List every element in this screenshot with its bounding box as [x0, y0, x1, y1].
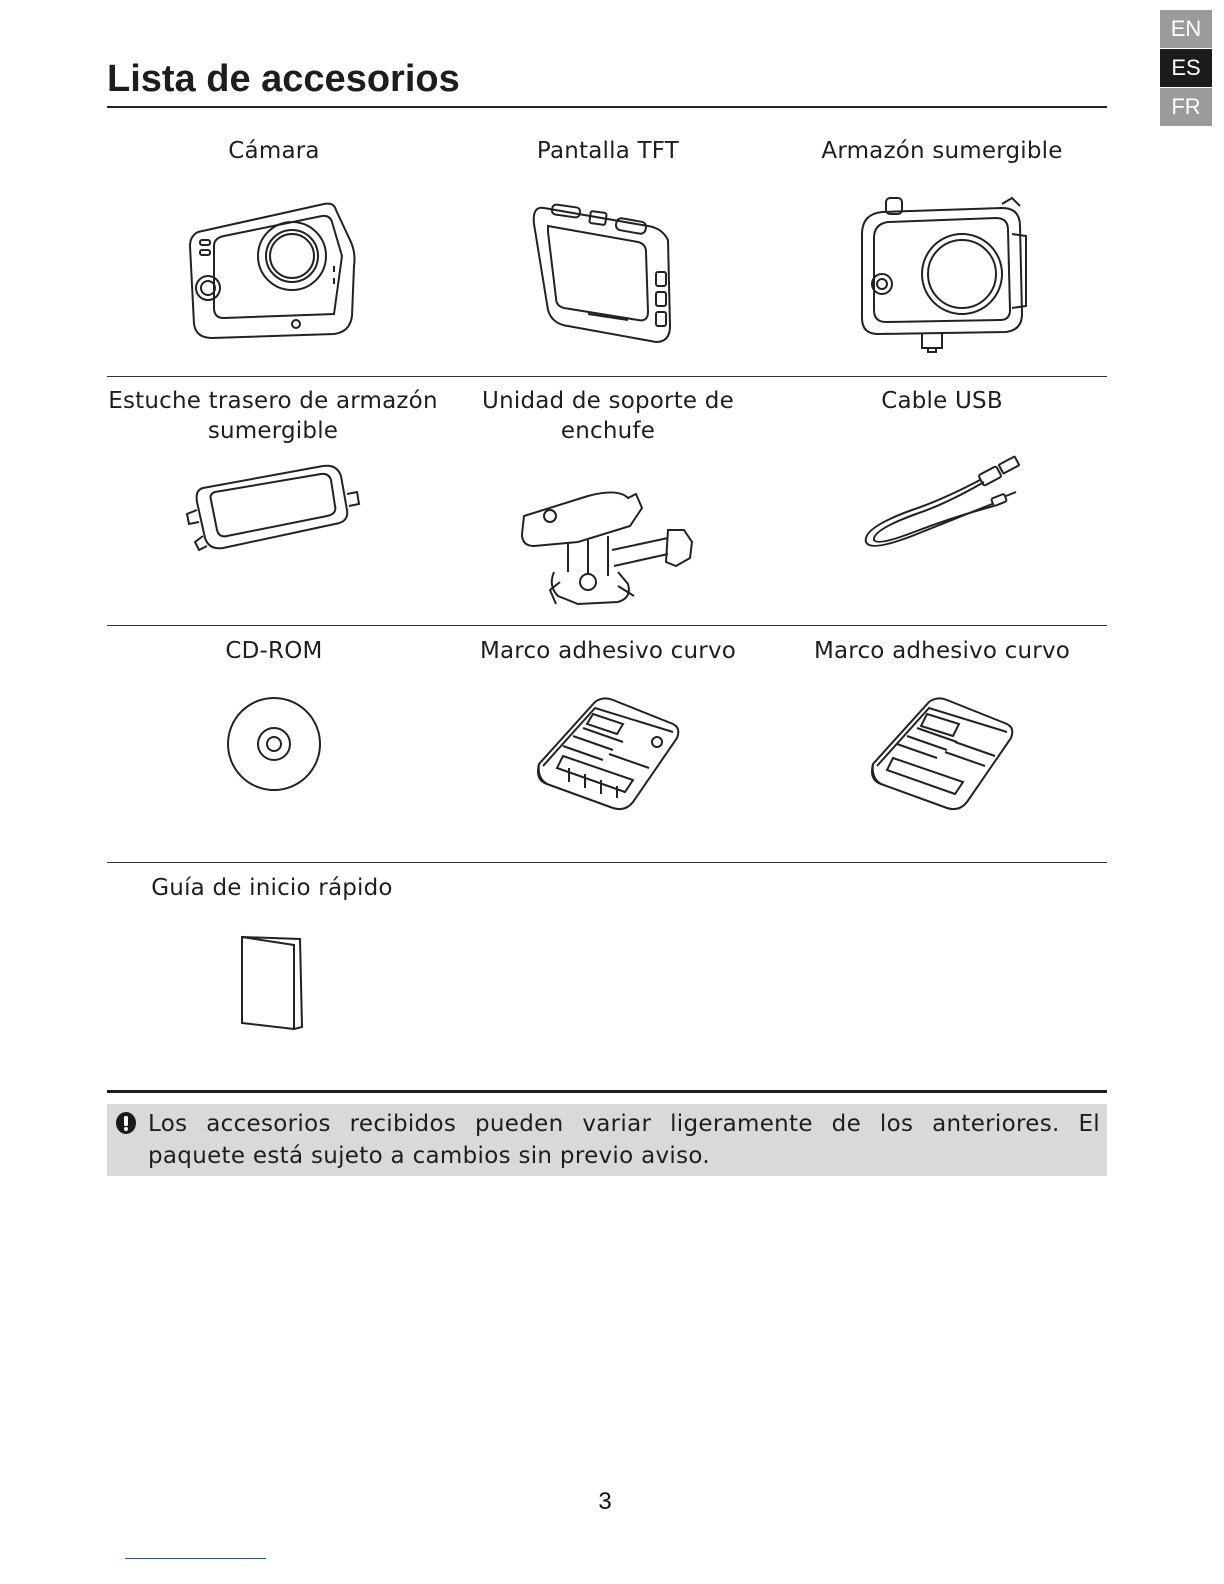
accessory-label: Cámara [228, 138, 320, 164]
curved-adhesive-mount-icon [533, 694, 683, 814]
accessory-usb-cable [775, 386, 1109, 550]
curved-adhesive-mount-icon [867, 694, 1017, 814]
accessory-housing-back-case [105, 386, 441, 552]
row-divider [107, 862, 1107, 863]
lang-tab-es[interactable]: ES [1160, 49, 1212, 87]
accessory-plug-mount [441, 386, 775, 616]
housing-back-case-icon [183, 452, 363, 552]
accessory-tft-screen [441, 136, 775, 348]
note-divider [107, 1090, 1107, 1093]
lang-tab-en[interactable]: EN [1160, 10, 1212, 48]
usb-cable-icon [852, 450, 1032, 550]
row-divider [107, 376, 1107, 377]
accessory-label: Cable USB [881, 388, 1003, 414]
accessory-label: Guía de inicio rápido [151, 875, 393, 901]
camera-icon [184, 196, 364, 346]
exclamation-icon [115, 1112, 137, 1134]
accessory-label: Marco adhesivo curvo [813, 638, 1071, 664]
notice-text: Los accesorios recibidos pueden variar ligeramente de los anteriores. El paquete está sujeto a cambios sin previo aviso. [148, 1111, 1100, 1169]
accessory-label: Estuche trasero de armazón sumergible [108, 388, 438, 444]
page-title: Lista de accesorios [107, 58, 460, 100]
accessory-curved-adhesive-mount-2 [775, 636, 1109, 814]
notice-box [107, 1104, 1107, 1176]
accessory-camera [107, 136, 441, 346]
title-divider [107, 106, 1107, 108]
cd-rom-icon [224, 694, 324, 794]
footnote-divider [125, 1558, 266, 1559]
accessory-label: CD-ROM [225, 638, 323, 664]
language-tabs [1160, 10, 1212, 127]
tft-screen-icon [528, 196, 688, 348]
accessory-waterproof-housing [775, 136, 1109, 354]
accessory-label: Armazón sumergible [821, 138, 1063, 164]
quick-start-guide-icon [232, 933, 312, 1033]
lang-tab-fr[interactable]: FR [1160, 88, 1212, 126]
accessory-curved-adhesive-mount-1 [441, 636, 775, 814]
accessory-quick-start-guide [105, 873, 439, 1033]
accessory-label: Unidad de soporte de enchufe [482, 388, 734, 444]
page-number: 3 [598, 1488, 612, 1515]
accessory-label: Marco adhesivo curvo [479, 638, 737, 664]
plug-mount-icon [518, 486, 698, 616]
row-divider [107, 625, 1107, 626]
accessory-cd-rom [107, 636, 441, 794]
waterproof-housing-icon [852, 194, 1032, 354]
accessory-label: Pantalla TFT [536, 138, 680, 164]
